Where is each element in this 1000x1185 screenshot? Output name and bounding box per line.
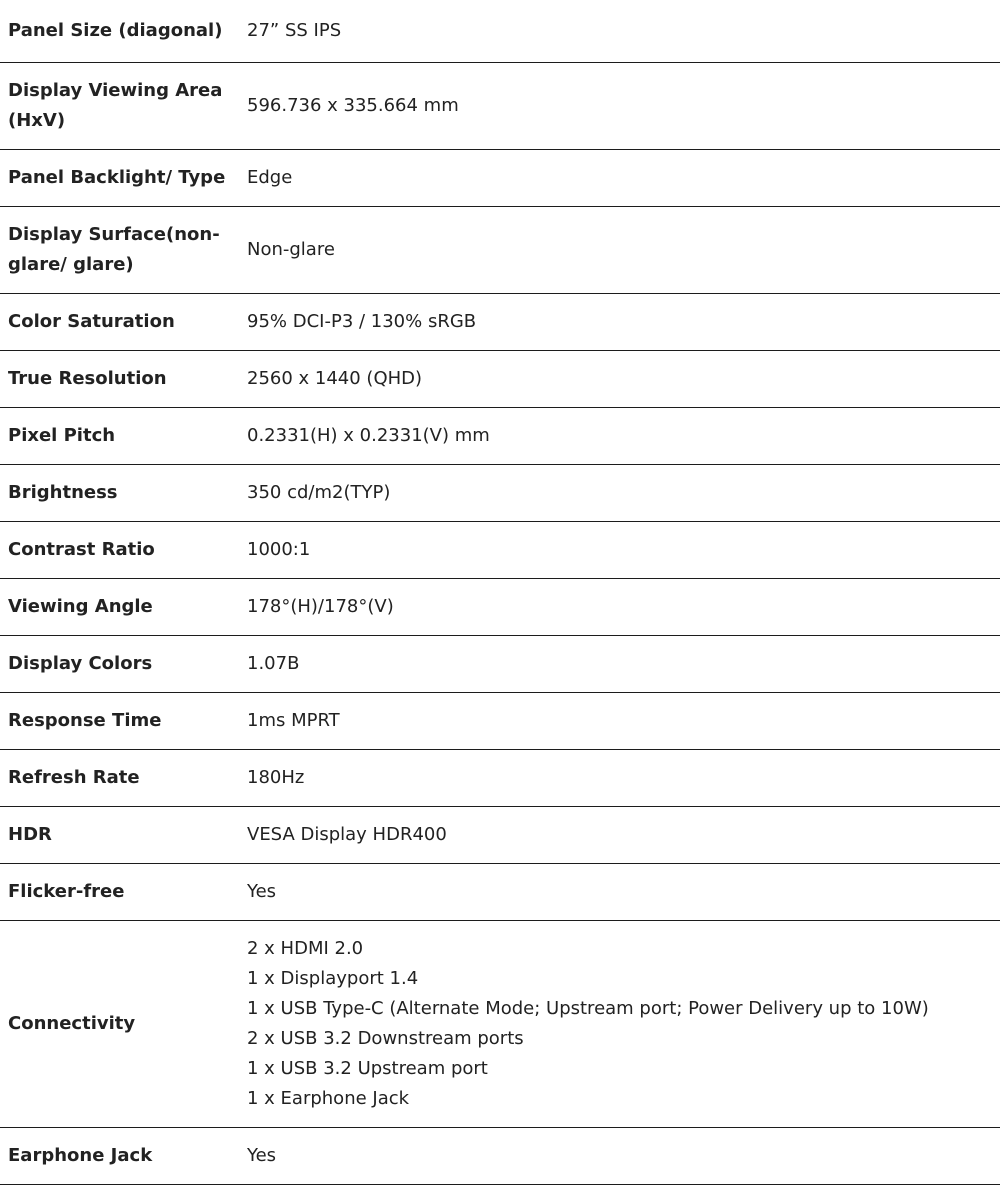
spec-value-line: 178°(H)/178°(V) <box>247 595 394 617</box>
spec-label: Display Viewing Area (HxV) <box>8 79 223 131</box>
spec-label: Viewing Angle <box>8 595 153 617</box>
spec-label: Response Time <box>8 709 162 731</box>
spec-label: Panel Size (diagonal) <box>8 19 223 41</box>
spec-value-line: 180Hz <box>247 766 305 788</box>
spec-value <box>247 350 1000 407</box>
spec-value <box>247 863 1000 920</box>
spec-row-flicker-free <box>0 863 1000 920</box>
spec-value-line: 2 x USB 3.2 Downstream ports <box>247 1027 524 1049</box>
spec-value <box>247 407 1000 464</box>
spec-row-refresh-rate <box>0 749 1000 806</box>
spec-value-line: 2 x HDMI 2.0 <box>247 937 364 959</box>
spec-value <box>247 692 1000 749</box>
spec-value-line: 2560 x 1440 (QHD) <box>247 367 423 389</box>
spec-value-line: 1 x Displayport 1.4 <box>247 967 419 989</box>
spec-value-line: 27” SS IPS <box>247 19 342 41</box>
spec-row-backlight <box>0 149 1000 206</box>
spec-label: Display Colors <box>8 652 153 674</box>
spec-value <box>247 920 1000 1127</box>
spec-row-pixel-pitch <box>0 407 1000 464</box>
spec-value <box>247 293 1000 350</box>
spec-value-line: 95% DCI-P3 / 130% sRGB <box>247 310 477 332</box>
spec-value-line: 0.2331(H) x 0.2331(V) mm <box>247 424 490 446</box>
spec-value-line: 1ms MPRT <box>247 709 340 731</box>
spec-value <box>247 806 1000 863</box>
spec-label: Panel Backlight/ Type <box>8 166 226 188</box>
spec-row-viewing-angle <box>0 578 1000 635</box>
spec-value-line: 1000:1 <box>247 538 311 560</box>
spec-value-line: 1 x USB Type-C (Alternate Mode; Upstream port; Power Delivery up to 10W) <box>247 997 929 1019</box>
spec-label: Flicker-free <box>8 880 125 902</box>
spec-value-line: 596.736 x 335.664 mm <box>247 94 459 116</box>
spec-value <box>247 464 1000 521</box>
spec-row-earphone-jack <box>0 1127 1000 1184</box>
spec-value-line: 1 x Earphone Jack <box>247 1087 410 1109</box>
spec-row-response-time <box>0 692 1000 749</box>
spec-row-display-surface <box>0 206 1000 293</box>
spec-value <box>247 149 1000 206</box>
spec-value <box>247 749 1000 806</box>
spec-value-line: VESA Display HDR400 <box>247 823 447 845</box>
spec-row-color-saturation <box>0 293 1000 350</box>
spec-value <box>247 635 1000 692</box>
spec-value-line: Yes <box>247 880 277 902</box>
spec-value-line: Non-glare <box>247 238 335 260</box>
spec-value-line: Edge <box>247 166 293 188</box>
spec-label: HDR <box>8 823 52 845</box>
spec-label: Brightness <box>8 481 118 503</box>
spec-row-contrast-ratio <box>0 521 1000 578</box>
spec-value <box>247 0 1000 62</box>
spec-value-line: Yes <box>247 1144 277 1166</box>
spec-row-brightness <box>0 464 1000 521</box>
spec-value-line: 1 x USB 3.2 Upstream port <box>247 1057 488 1079</box>
spec-label: Earphone Jack <box>8 1144 153 1166</box>
spec-label: Refresh Rate <box>8 766 140 788</box>
spec-row-panel-size <box>0 0 1000 62</box>
spec-value <box>247 1127 1000 1184</box>
spec-value <box>247 206 1000 293</box>
spec-value-line: 350 cd/m2(TYP) <box>247 481 391 503</box>
spec-row-viewing-area <box>0 62 1000 149</box>
spec-label: Display Surface(non-glare/ glare) <box>8 223 220 275</box>
spec-row-hdr <box>0 806 1000 863</box>
spec-label: Color Saturation <box>8 310 175 332</box>
spec-value <box>247 578 1000 635</box>
spec-value-line: 1.07B <box>247 652 300 674</box>
spec-value <box>247 62 1000 149</box>
spec-row-resolution <box>0 350 1000 407</box>
spec-label: True Resolution <box>8 367 167 389</box>
spec-label: Connectivity <box>8 1012 136 1034</box>
spec-row-connectivity <box>0 920 1000 1127</box>
spec-value <box>247 521 1000 578</box>
spec-row-display-colors <box>0 635 1000 692</box>
spec-label: Pixel Pitch <box>8 424 116 446</box>
spec-label: Contrast Ratio <box>8 538 155 560</box>
